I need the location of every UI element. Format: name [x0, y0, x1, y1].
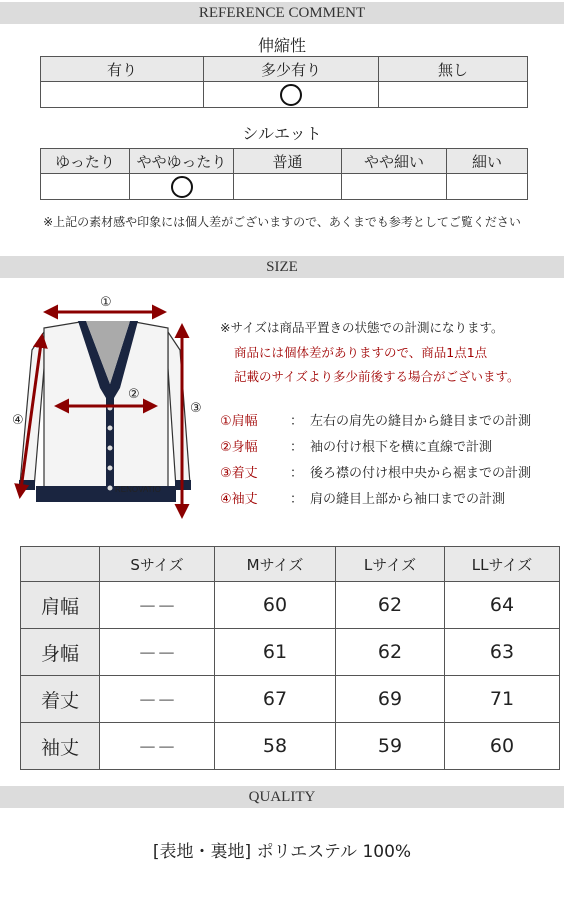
button: [108, 486, 113, 491]
selected-circle-mark: [171, 176, 193, 198]
definition-row: [220, 488, 505, 507]
definition-colon: ：: [290, 466, 304, 481]
table-row: [21, 723, 560, 770]
table-cell: 58: [215, 723, 336, 770]
silhouette-option: 普通: [234, 149, 342, 174]
row-label: 袖丈: [21, 723, 100, 770]
size-note-3: 記載のサイズより多少前後する場合がございます。: [234, 369, 520, 384]
silhouette-cell: [130, 174, 234, 200]
table-cell: 61: [215, 629, 336, 676]
table-cell: －－: [100, 676, 215, 723]
table-cell: 60: [445, 723, 560, 770]
stretch-title: 伸縮性: [257, 36, 306, 55]
marker-3: ③: [190, 401, 202, 416]
table-cell: 71: [445, 676, 560, 723]
table-cell: 63: [445, 629, 560, 676]
definition-key: ③着丈: [220, 466, 258, 481]
button: [108, 426, 113, 431]
selected-circle-mark: [280, 84, 302, 106]
definition-desc: 後ろ襟の付け根中央から裾までの計測: [310, 466, 532, 481]
size-header: SIZE: [0, 256, 564, 278]
definition-row: [220, 436, 492, 455]
silhouette-option: ゆったり: [41, 149, 130, 174]
table-cell: 62: [336, 582, 445, 629]
table-cell: －－: [100, 582, 215, 629]
silhouette-cell: [41, 174, 130, 200]
table-cell: 67: [215, 676, 336, 723]
stretch-option: 有り: [41, 57, 204, 82]
definition-colon: ：: [290, 440, 304, 455]
size-column-header: LLサイズ: [445, 547, 560, 582]
marker-2: ②: [128, 387, 140, 402]
silhouette-cell: [234, 174, 342, 200]
reference-note: ※上記の素材感や印象には個人差がございますので、あくまでも参考としてご覧ください: [43, 215, 521, 229]
silhouette-cell: [447, 174, 528, 200]
row-label: 身幅: [21, 629, 100, 676]
button: [108, 466, 113, 471]
definition-row: [220, 462, 531, 481]
table-row: [21, 582, 560, 629]
button: [108, 446, 113, 451]
definition-colon: ：: [290, 492, 304, 507]
table-row: [21, 629, 560, 676]
silhouette-option: ややゆったり: [130, 149, 234, 174]
row-label: 肩幅: [21, 582, 100, 629]
table-cell: 64: [445, 582, 560, 629]
size-column-header: [21, 547, 100, 582]
marker-4: ④: [12, 413, 24, 428]
table-cell: 59: [336, 723, 445, 770]
stretch-option: 無し: [379, 57, 528, 82]
table-cell: 62: [336, 629, 445, 676]
definition-key: ④袖丈: [220, 492, 258, 507]
definition-key: ①肩幅: [220, 414, 258, 429]
size-column-header: Mサイズ: [215, 547, 336, 582]
quality-header: QUALITY: [0, 786, 564, 808]
size-note-2: 商品には個体差がありますので、商品1点1点: [234, 345, 488, 360]
stretch-cell: [204, 82, 379, 108]
stretch-table: [40, 56, 528, 108]
definition-desc: 左右の肩先の縫目から縫目までの計測: [310, 414, 532, 429]
table-cell: 60: [215, 582, 336, 629]
size-note-1: ※サイズは商品平置きの状態での計測になります。: [220, 320, 504, 335]
silhouette-option: やや細い: [342, 149, 447, 174]
marker-1: ①: [100, 295, 112, 310]
quality-text: [表地・裏地] ポリエステル 100%: [152, 842, 412, 862]
table-row: [21, 676, 560, 723]
cardigan-measurement-diagram: [0, 288, 215, 520]
definition-key: ②身幅: [220, 440, 258, 455]
definition-desc: 袖の付け根下を横に直線で計測: [310, 440, 493, 455]
right-sleeve: [168, 332, 190, 488]
table-cell: －－: [100, 723, 215, 770]
silhouette-option: 細い: [447, 149, 528, 174]
stretch-option: 多少有り: [204, 57, 379, 82]
stretch-cell: [379, 82, 528, 108]
reference-comment-header: REFERENCE COMMENT: [0, 2, 564, 24]
silhouette-title: シルエット: [242, 124, 322, 143]
definition-colon: ：: [290, 414, 304, 429]
size-column-header: Lサイズ: [336, 547, 445, 582]
definition-row: [220, 410, 531, 429]
silhouette-cell: [342, 174, 447, 200]
silhouette-table: [40, 148, 528, 200]
stretch-cell: [41, 82, 204, 108]
table-cell: 69: [336, 676, 445, 723]
size-table: [20, 546, 560, 770]
row-label: 着丈: [21, 676, 100, 723]
brand-label: RENOVATIO: [115, 485, 161, 494]
table-cell: －－: [100, 629, 215, 676]
definition-desc: 肩の縫目上部から袖口までの計測: [310, 492, 506, 507]
size-column-header: Sサイズ: [100, 547, 215, 582]
